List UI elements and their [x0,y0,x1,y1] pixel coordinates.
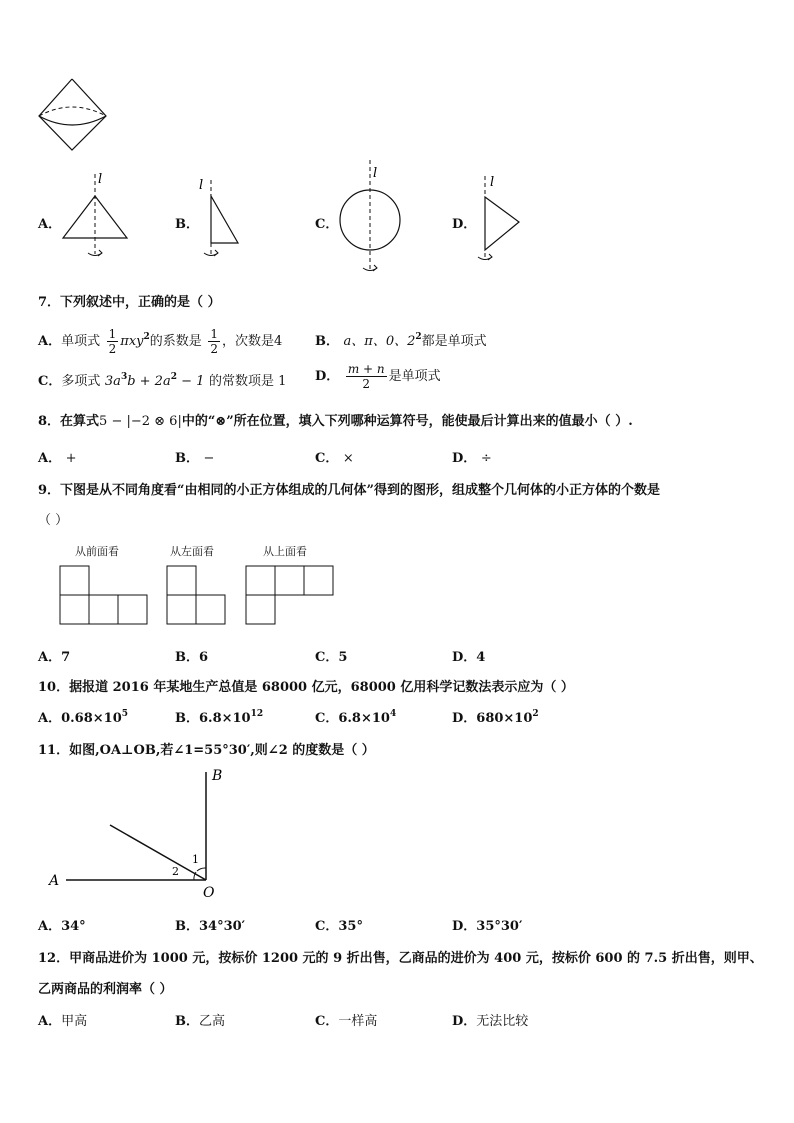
option-value: 甲高 [61,1014,88,1029]
option-letter: D． [315,369,340,384]
option-letter: D． [452,650,477,665]
option-letter: A． [38,334,62,349]
q11-option-d[interactable] [452,915,522,934]
option-letter: C． [315,451,339,466]
option-letter: B． [175,650,199,665]
stem-math: 5 − |−2 ⊗ 6| [99,414,182,429]
option-letter: C． [315,217,339,232]
option-letter: D． [452,451,477,466]
q10-option-a[interactable] [38,707,128,726]
angle-2-label: 2 [172,865,179,878]
numerator: m + n [347,362,385,376]
fraction [346,362,387,391]
top-view-grid [245,565,335,627]
exponent: 2 [532,709,539,719]
exponent: 3 [120,372,128,382]
option-letter: A． [38,919,62,934]
option-value: 无法比较 [476,1014,529,1029]
q10-option-c[interactable] [315,707,396,726]
q11-option-b[interactable] [175,915,245,934]
label-a: A [49,873,60,889]
option-value: + [65,451,77,466]
q7-option-a[interactable] [38,318,282,361]
option-letter: C． [315,1014,339,1029]
option-value: 5 [338,650,348,665]
option-letter: C． [315,650,339,665]
view-label-top: 从上面看 [263,545,307,558]
q8-option-b[interactable] [175,447,214,466]
option-letter: A． [38,711,62,726]
double-cone-figure [36,76,112,154]
option-letter: A． [38,650,62,665]
option-value: 680×10 [476,711,533,726]
option-letter: A． [38,1014,62,1029]
option-letter: C． [315,919,339,934]
option-text: ，次数是4 [221,334,283,349]
q7-option-b[interactable] [315,318,487,361]
option-text: 都是单项式 [421,334,487,349]
exponent: 2 [143,332,150,342]
fraction [208,327,220,356]
left-view-grid [166,565,228,627]
option-math: b + 2a [127,374,171,389]
option-text: 的系数是 [149,334,202,349]
option-letter: D． [452,217,477,232]
option-value: 一样高 [338,1014,378,1029]
option-value: 乙高 [199,1014,226,1029]
option-value: 6.8×10 [199,711,251,726]
q10-stem: 10．据报道 2016 年某地生产总值是 68000 亿元，68000 亿用科学记数法表示应为（ ） [38,680,574,695]
option-letter: B． [175,451,199,466]
option-letter: B． [175,919,199,934]
monomial: πxy [120,334,144,349]
q11-option-a[interactable] [38,915,86,934]
q12-option-b[interactable] [175,1010,225,1029]
option-text: 的常数项是 1 [208,374,287,389]
q8-option-a[interactable] [38,447,77,466]
option-value: 35°30′ [476,919,523,934]
option-math: − 1 [176,374,205,389]
q12-stem: 12．甲商品进价为 1000 元，按标价 1200 元的 9 折出售，乙商品的进价为 400 元，按标价 600 的 7.5 折出售，则甲、 [38,951,763,966]
q9-option-a[interactable] [38,646,70,665]
option-value: 7 [61,650,71,665]
numerator: 1 [108,327,117,341]
option-letter: C． [315,711,339,726]
q11-option-c[interactable] [315,915,363,934]
q7-option-c[interactable] [38,358,286,401]
q8-option-d[interactable] [452,447,492,466]
option-value: 35° [338,919,363,934]
stem-text: 中的“⊗”所在位置，填入下列哪种运算符号，能使最后计算出来的值最小（ ）. [181,414,633,429]
q9-option-b[interactable] [175,646,208,665]
view-label-front: 从前面看 [75,545,119,558]
option-math: a、π、0、2 [343,334,416,349]
denominator: 2 [108,342,117,356]
label-o: O [203,885,215,900]
exponent: 2 [170,372,177,382]
option-text: 单项式 [61,334,101,349]
q6-option-b-figure [196,172,246,264]
option-text: 多项式 [61,374,101,389]
option-value: 0.68×10 [61,711,122,726]
label-b: B [212,768,223,784]
option-letter: D． [452,711,477,726]
angle-1-label: 1 [192,853,199,866]
angle-figure [46,764,236,900]
q8-stem [38,410,633,429]
q9-stem: 9．下图是从不同角度看“由相同的小正方体组成的几何体”得到的图形，组成整个几何体的小正方体的个数是 [38,483,661,498]
q7-option-d[interactable] [315,358,441,396]
q7-stem: 7．下列叙述中，正确的是（ ） [38,295,221,310]
denominator: 2 [210,342,218,356]
exponent: 2 [415,332,422,342]
option-value: ÷ [480,451,492,466]
option-value: 34°30′ [199,919,246,934]
axis-label: l [98,172,103,187]
q6-option-c-figure [334,157,406,277]
option-letter: D． [452,919,477,934]
denominator: 2 [362,377,371,391]
option-letter: B． [175,217,199,232]
axis-label: l [199,178,204,193]
stem-text: 8．在算式 [38,414,100,429]
axis-label: l [490,175,495,190]
option-letter: B． [315,334,339,349]
q12-option-c[interactable] [315,1010,377,1029]
exponent: 12 [250,709,264,719]
option-letter: D． [452,1014,477,1029]
q12-stem-line2: 乙两商品的利润率（ ） [38,982,173,997]
option-value: 34° [61,919,86,934]
option-value: 6.8×10 [338,711,390,726]
q9-stem-tail: （ ） [38,513,69,528]
fraction [107,327,119,356]
axis-label: l [373,166,378,181]
option-value: 6 [199,650,209,665]
option-letter: C． [38,374,62,389]
front-view-grid [59,565,149,627]
view-label-left: 从左面看 [170,545,214,558]
q9-option-c[interactable] [315,646,347,665]
q6-option-d-figure [472,172,528,268]
q12-option-d[interactable] [452,1010,528,1029]
q10-option-b[interactable] [175,707,263,726]
q9-option-d[interactable] [452,646,485,665]
option-letter: A． [38,451,62,466]
numerator: 1 [210,327,218,341]
option-value: 4 [476,650,486,665]
q8-option-c[interactable] [315,447,354,466]
option-math: 3a [104,374,121,389]
option-letter: B． [175,1014,199,1029]
q6-option-a-figure [58,168,132,264]
q11-stem: 11．如图,OA⊥OB,若∠1=55°30′,则∠2 的度数是（ ） [38,743,375,758]
option-value: − [203,451,215,466]
q10-option-d[interactable] [452,707,539,726]
exponent: 4 [389,709,397,719]
option-letter: A． [38,217,62,232]
option-value: × [342,451,354,466]
exponent: 5 [121,709,129,719]
q12-option-a[interactable] [38,1010,87,1029]
option-letter: B． [175,711,199,726]
option-text: 是单项式 [388,369,441,384]
